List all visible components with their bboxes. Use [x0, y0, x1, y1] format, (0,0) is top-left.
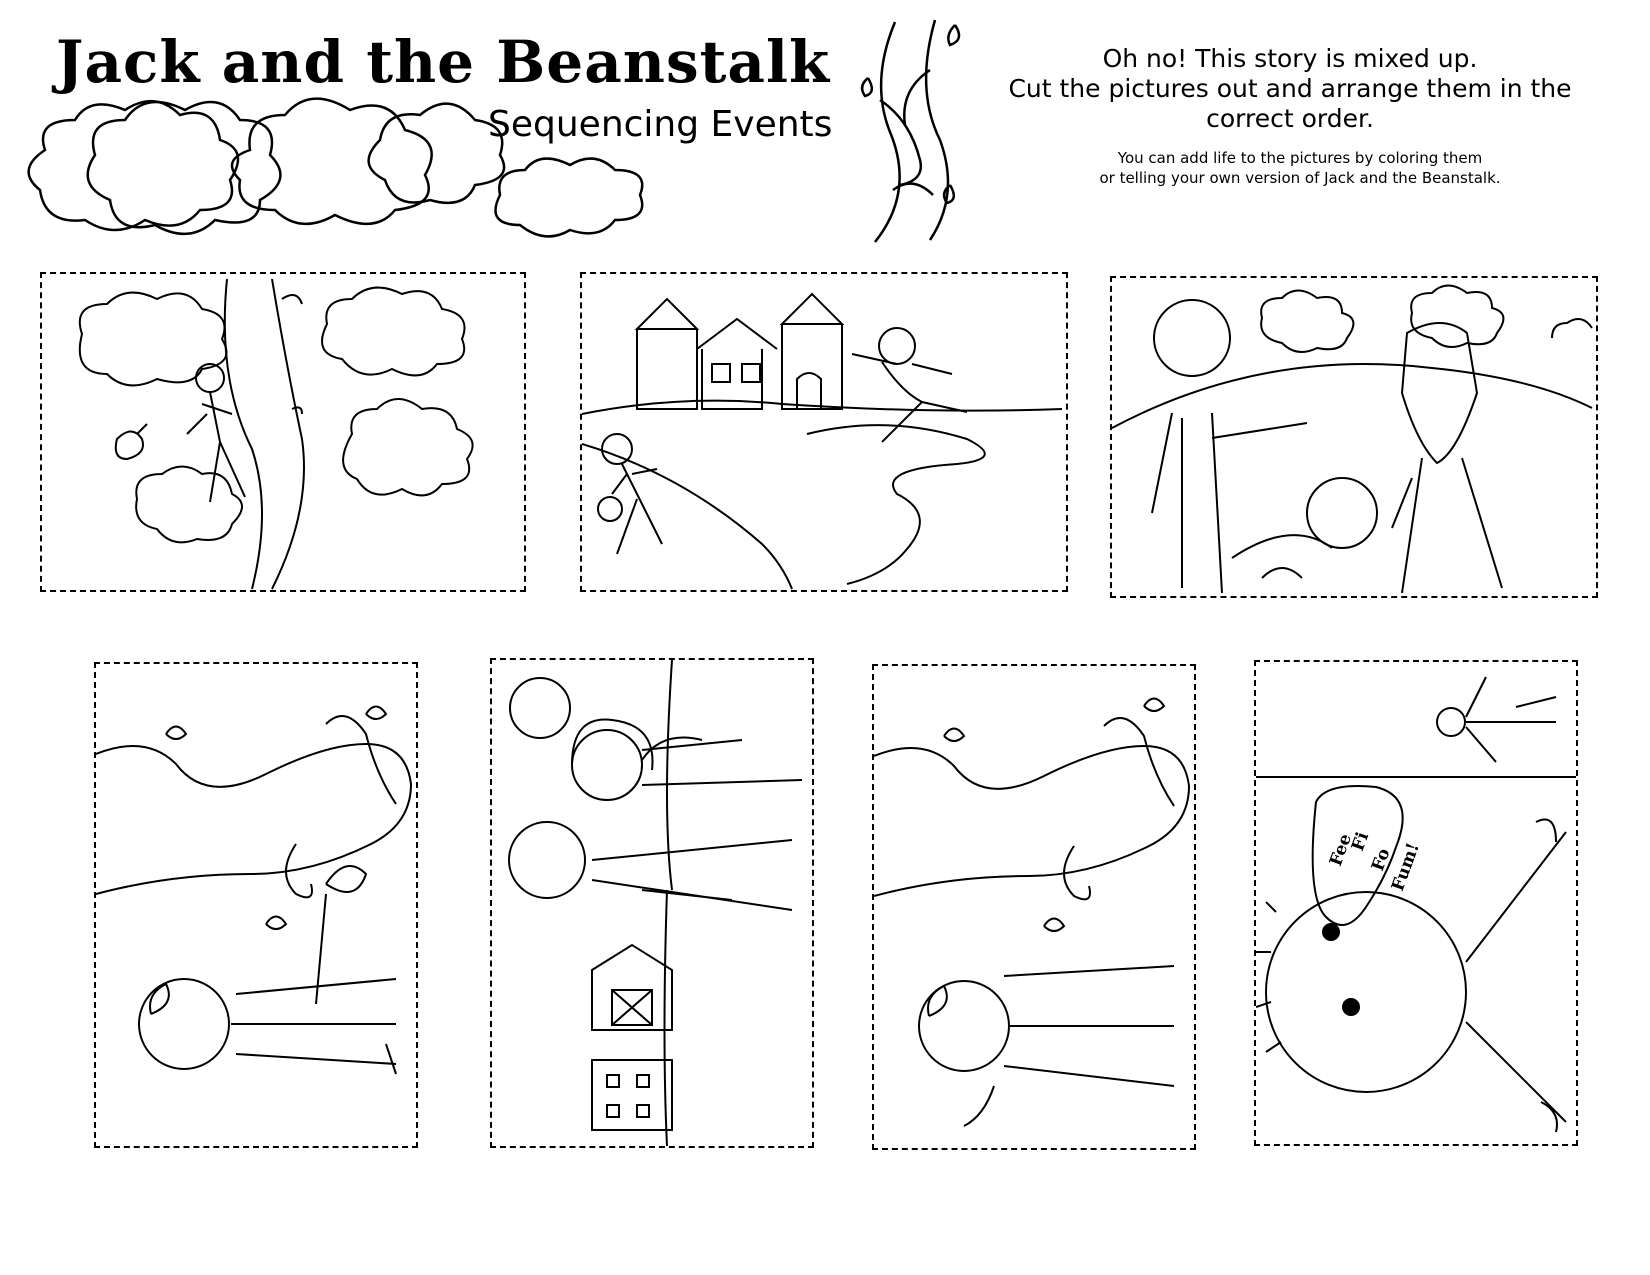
giant-head: [879, 328, 915, 364]
giant-hair: [1256, 902, 1281, 1052]
jack-head: [1154, 300, 1230, 376]
mother-body: [642, 738, 802, 786]
jack-head: [919, 981, 1009, 1071]
beanstalk: [874, 746, 1189, 896]
cloud: [322, 288, 465, 376]
instruction-line-1: Oh no! This story is mixed up.: [1102, 44, 1478, 73]
hen: [116, 424, 147, 459]
cow-body: [1232, 535, 1332, 578]
story-card-5: [490, 658, 814, 1148]
leaf: [150, 707, 386, 1015]
jack-body: [231, 894, 396, 1074]
cloud: [343, 399, 473, 495]
jack-body: [592, 840, 792, 910]
jack-head: [602, 434, 632, 464]
card-4-illustration: [96, 664, 416, 1146]
speech-word-fee: Fee: [1326, 831, 1357, 869]
card-1-illustration: [42, 274, 524, 590]
castle-window: [712, 364, 730, 382]
giant-eye: [1343, 999, 1359, 1015]
vine: [286, 716, 396, 897]
money-bag: [598, 497, 622, 521]
mother-hair: [572, 720, 653, 770]
cloud: [1261, 291, 1353, 353]
story-card-3: [1110, 276, 1598, 598]
ground: [582, 444, 792, 589]
instruction-line-3: correct order.: [1206, 104, 1374, 133]
cloud: [136, 467, 242, 543]
story-card-1: [40, 272, 526, 592]
coloring-note-line-2: or telling your own version of Jack and the Beanstalk.: [1099, 169, 1501, 187]
card-6-illustration: [874, 666, 1194, 1148]
page-title: Jack and the Beanstalk: [56, 28, 831, 96]
header-beanstalk: [862, 20, 959, 242]
castle-door: [797, 373, 821, 409]
axe: [326, 866, 366, 892]
coloring-note-line-1: You can add life to the pictures by coloring them: [1117, 149, 1483, 167]
beanstalk: [272, 279, 304, 589]
story-card-2: [580, 272, 1068, 592]
jack-body: [1152, 413, 1307, 593]
giant-head: [1266, 892, 1466, 1092]
story-card-7: [1254, 660, 1578, 1146]
hill: [1112, 364, 1592, 428]
story-card-6: [872, 664, 1196, 1150]
cow-head: [1307, 478, 1377, 548]
farmhouse: [592, 1060, 672, 1130]
card-7-illustration: [1256, 662, 1576, 1144]
cloud: [1411, 286, 1503, 348]
mother-head: [572, 730, 642, 800]
jack-body: [612, 464, 662, 554]
speech-word-fum: Fum!: [1388, 840, 1424, 894]
beanstalk: [225, 279, 262, 589]
giant-body: [852, 354, 967, 442]
jack-small-head: [1437, 708, 1465, 736]
barn: [592, 945, 672, 1030]
old-man-body: [1392, 458, 1502, 593]
jack-body: [964, 966, 1174, 1126]
giant-body: [1466, 820, 1566, 1133]
card-5-illustration: [492, 660, 812, 1146]
horizon: [665, 660, 673, 1146]
path: [807, 425, 985, 584]
vine: [1064, 718, 1174, 899]
castle-window: [742, 364, 760, 382]
jack-head: [509, 822, 585, 898]
instruction-line-2: Cut the pictures out and arrange them in the: [1008, 74, 1572, 103]
speech-word-fi: Fi: [1348, 829, 1374, 854]
speech-word-fo: Fo: [1368, 845, 1395, 874]
story-card-4: [94, 662, 418, 1148]
castle: [637, 294, 842, 409]
card-2-illustration: [582, 274, 1066, 590]
giant-eye: [1323, 924, 1339, 940]
header-clouds: [29, 99, 643, 237]
sun: [510, 678, 570, 738]
cloud: [80, 293, 227, 386]
cloud: [1552, 319, 1592, 338]
jack-head: [139, 979, 229, 1069]
jack-small-body: [1466, 677, 1556, 762]
page-subtitle: Sequencing Events: [488, 104, 833, 145]
card-3-illustration: [1112, 278, 1596, 596]
